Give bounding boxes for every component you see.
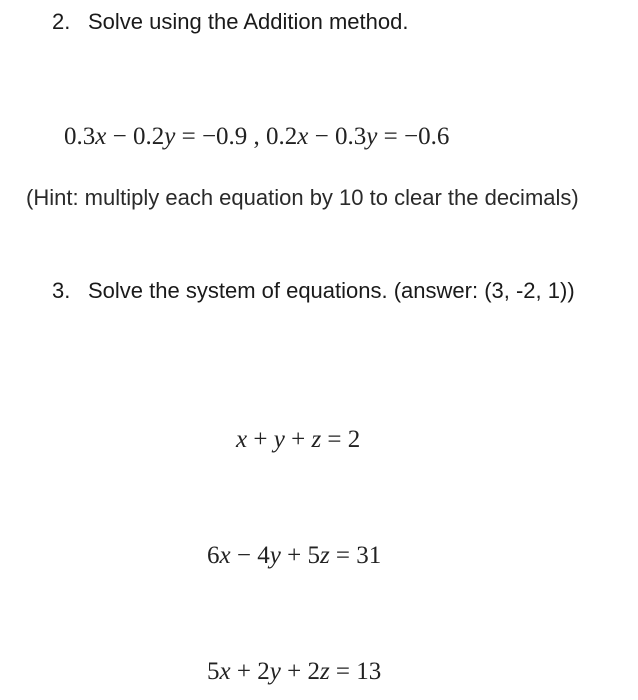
problem-instruction: Solve the system of equations. (answer: (3, -2, 1)): [88, 278, 575, 303]
problem-number: 3.: [52, 278, 71, 303]
equation-pair: 0.3x − 0.2y = −0.9 , 0.2x − 0.3y = −0.6: [64, 123, 450, 150]
problem-2: [52, 5, 622, 38]
system-equation-2: 6x − 4y + 5z = 31: [207, 542, 382, 569]
problem-number: 2.: [52, 9, 71, 34]
hint-text: (Hint: multiply each equation by 10 to clear the decimals): [26, 185, 579, 210]
problem-3: [52, 274, 622, 307]
system-equation-1: x + y + z = 2: [236, 426, 361, 453]
system-equation-3: 5x + 2y + 2z = 13: [207, 658, 382, 685]
problem-instruction: Solve using the Addition method.: [88, 9, 409, 34]
